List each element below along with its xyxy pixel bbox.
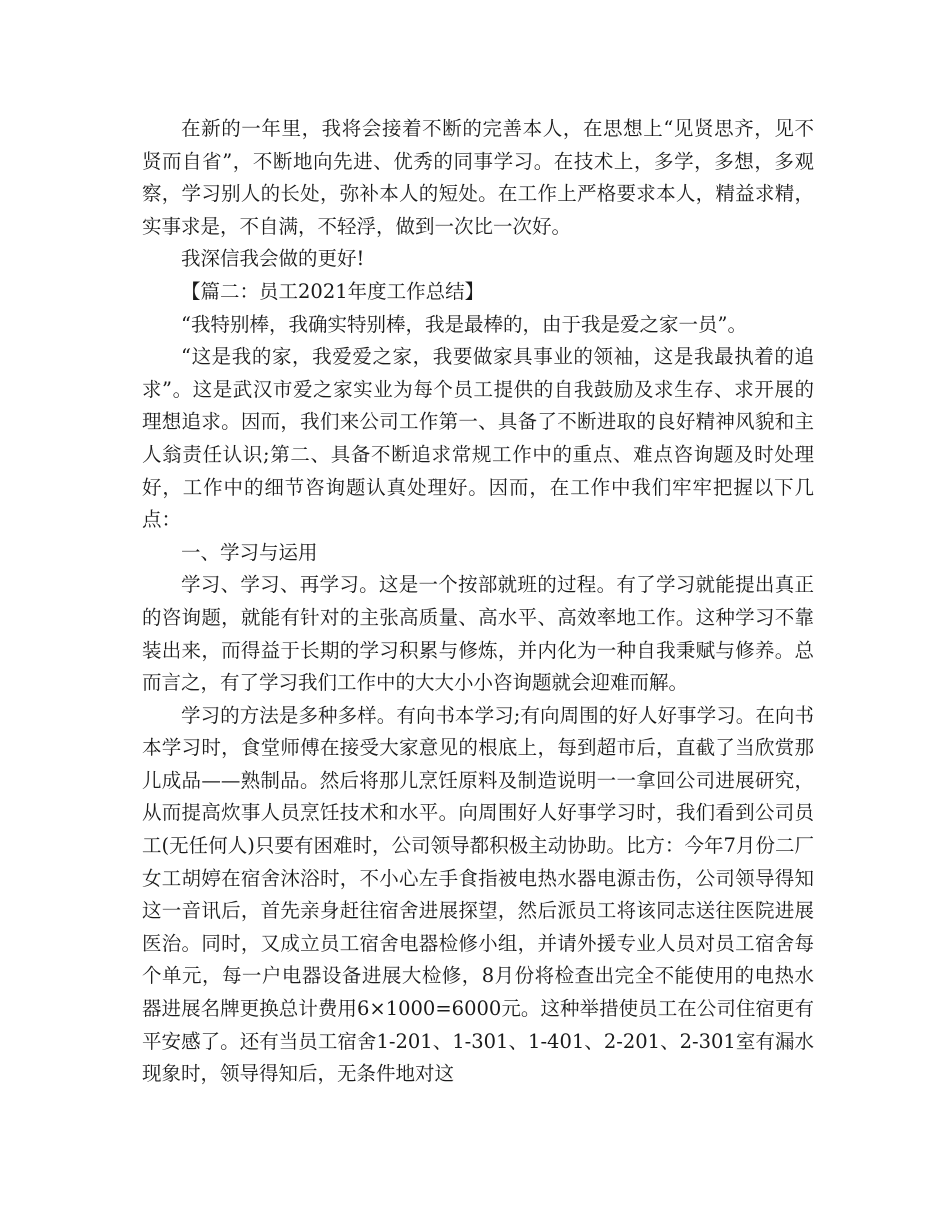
paragraph-slogan-one: “我特别棒，我确实特别棒，我是最棒的，由于我是爱之家一员”。	[181, 312, 747, 336]
document-body	[142, 113, 814, 1091]
paragraph-learning-methods: 学习的方法是多种多样。有向书本学习;有向周围的好人好事学习。在向书本学习时，食堂师傅在接受大家意见的根底上，每到超市后，直截了当欣赏那儿成品——熟制品。然后将那儿烹饪原料及制造说明一一拿回公司进展研究，从而提高炊事人员烹饪技术和水平。向周围好人好事学习时，我们看到公司员工(无任何人)只要有困难时，公司领导都积极主动协助。比方：今年7月份二厂女工胡婷在宿舍沐浴时，不小心左手食指被电热水器电源击伤，公司领导得知这一音讯后，首先亲身赶往宿舍进展探望，然后派员工将该同志送往医院进展医治。同时，又成立员工宿舍电器检修小组，并请外援专业人员对员工宿舍每个单元，每一户电器设备进展大检修，8月份将检查出完全不能使用的电热水器进展名牌更换总计费用6×1000=6000元。这种举措使员工在公司住宿更有平安感了。还有当员工宿舍1-201、1-301、1-401、2-201、2-301室有漏水现象时，领导得知后，无条件地对这	[142, 703, 814, 1086]
paragraph-confidence: 我深信我会做的更好!	[181, 247, 365, 271]
paragraph-new-year-plan: 在新的一年里，我将会接着不断的完善本人，在思想上“见贤思齐，见不贤而自省”，不断地向先进、优秀的同事学习。在技术上，多学，多想，多观察，学习别人的长处，弥补本人的短处。在工作上严格要求本人，精益求精，实事求是，不自满，不轻浮，做到一次比一次好。	[142, 117, 814, 238]
paragraph-learning: 学习、学习、再学习。这是一个按部就班的过程。有了学习就能提出真正的咨询题，就能有针对的主张高质量、高水平、高效率地工作。这种学习不靠装出来，而得益于长期的学习积累与修炼，并内化为一种自我秉赋与修养。总而言之，有了学习我们工作中的大大小小咨询题就会迎难而解。	[142, 573, 814, 695]
subheading-learning-and-application: 一、学习与运用	[181, 540, 318, 564]
section-heading-part-two: 【篇二：员工2021年度工作总结】	[181, 279, 485, 303]
paragraph-slogan-two: “这是我的家，我爱爱之家，我要做家具事业的领袖，这是我最执着的追求”。这是武汉市爱之家实业为每个员工提供的自我鼓励及求生存、求开展的理想追求。因而，我们来公司工作第一、具备了不断进取的良好精神风貌和主人翁责任认识;第二、具备不断追求常规工作中的重点、难点咨询题及时处理好，工作中的细节咨询题认真处理好。因而，在工作中我们牢牢把握以下几点：	[142, 345, 814, 532]
